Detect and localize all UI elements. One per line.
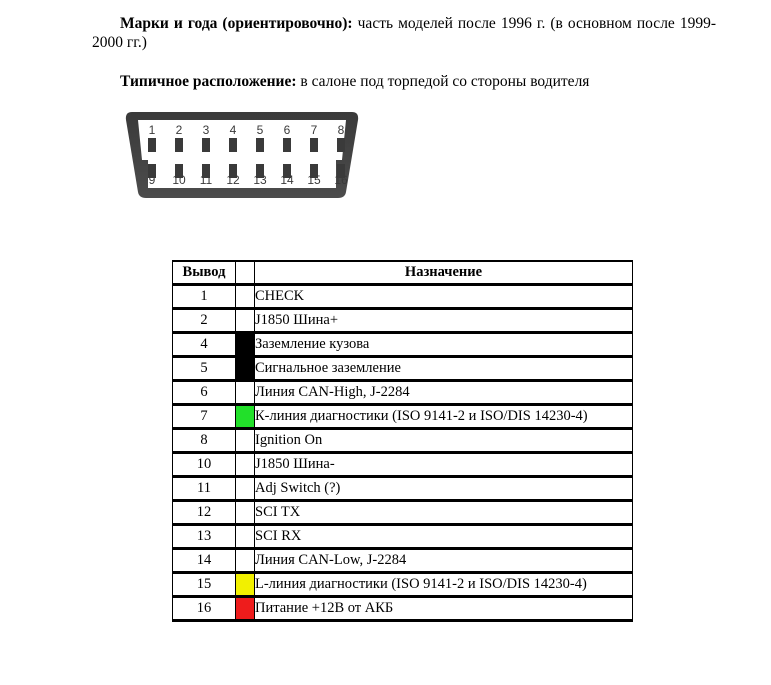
color-swatch [236, 333, 255, 357]
pin-number: 5 [173, 357, 236, 381]
color-swatch-fill [236, 310, 254, 331]
color-swatch [236, 549, 255, 573]
pin-number: 4 [173, 333, 236, 357]
obd2-connector-diagram [122, 108, 362, 200]
pin-description: Линия CAN-High, J-2284 [255, 381, 633, 405]
connector-pin-label: 6 [283, 123, 291, 137]
color-swatch [236, 429, 255, 453]
connector-pin-label: 15 [307, 173, 321, 187]
models-text: часть моделей после 1996 г. (в основном после 1999-2000 гг.) [92, 15, 717, 51]
connector-pin [148, 138, 156, 152]
table-row [173, 453, 633, 477]
table-row [173, 429, 633, 453]
color-swatch [236, 309, 255, 333]
color-swatch [236, 525, 255, 549]
color-swatch-fill [236, 526, 254, 547]
connector-pin-label: 8 [337, 123, 345, 137]
pin-description: Заземление кузова [255, 333, 633, 357]
connector-pin-label: 3 [202, 123, 210, 137]
connector-pin [229, 138, 237, 152]
connector-pin-label: 10 [172, 173, 186, 187]
table-row [173, 597, 633, 621]
color-swatch-fill [236, 598, 254, 619]
connector-pin [175, 138, 183, 152]
pin-description: Питание +12В от АКБ [255, 597, 633, 621]
color-swatch-fill [236, 406, 254, 427]
connector-pin-label: 4 [229, 123, 237, 137]
pinout-table [172, 260, 633, 622]
table-row [173, 285, 633, 309]
connector-pin-label: 14 [280, 173, 294, 187]
models-paragraph [92, 14, 716, 52]
pin-number: 6 [173, 381, 236, 405]
pin-number: 7 [173, 405, 236, 429]
color-swatch-fill [236, 382, 254, 403]
pin-description: SCI TX [255, 501, 633, 525]
color-swatch [236, 453, 255, 477]
connector-pin-label: 9 [148, 173, 156, 187]
connector-pin-label: 2 [175, 123, 183, 137]
pin-description: Сигнальное заземление [255, 357, 633, 381]
connector-pin-label: 1 [148, 123, 156, 137]
table-row [173, 477, 633, 501]
color-swatch [236, 597, 255, 621]
pin-description: L-линия диагностики (ISO 9141-2 и ISO/DIS 14230-4) [255, 573, 633, 597]
color-swatch [236, 477, 255, 501]
table-row [173, 525, 633, 549]
pin-description: К-линия диагностики (ISO 9141-2 и ISO/DIS 14230-4) [255, 405, 633, 429]
connector-pin-label: 12 [226, 173, 240, 187]
connector-pin-label: 5 [256, 123, 264, 137]
connector-pin-label: 16 [334, 173, 348, 187]
pin-number: 8 [173, 429, 236, 453]
color-swatch [236, 381, 255, 405]
color-swatch-fill [236, 574, 254, 595]
table-row [173, 501, 633, 525]
connector-pin [202, 138, 210, 152]
color-swatch-fill [236, 502, 254, 523]
pin-number: 10 [173, 453, 236, 477]
color-swatch-fill [236, 286, 254, 307]
connector-pin [310, 138, 318, 152]
pin-number: 2 [173, 309, 236, 333]
color-swatch [236, 573, 255, 597]
table-row [173, 357, 633, 381]
pin-description: J1850 Шина- [255, 453, 633, 477]
pin-description: Ignition On [255, 429, 633, 453]
color-swatch [236, 285, 255, 309]
color-swatch-fill [236, 334, 254, 355]
table-row [173, 333, 633, 357]
table-row [173, 549, 633, 573]
color-swatch-fill [236, 358, 254, 379]
pin-number: 12 [173, 501, 236, 525]
pin-number: 13 [173, 525, 236, 549]
connector-pin-label: 11 [199, 173, 213, 187]
connector-pin-label: 13 [253, 173, 267, 187]
color-swatch-fill [236, 550, 254, 571]
connector-pin [337, 138, 345, 152]
connector-pin-label: 7 [310, 123, 318, 137]
pin-number: 15 [173, 573, 236, 597]
color-swatch [236, 501, 255, 525]
pin-number: 11 [173, 477, 236, 501]
color-swatch [236, 405, 255, 429]
header-pin: Вывод [173, 261, 236, 285]
pin-description: J1850 Шина+ [255, 309, 633, 333]
pin-description: Adj Switch (?) [255, 477, 633, 501]
connector-pin [256, 138, 264, 152]
color-swatch-fill [236, 478, 254, 499]
models-label: Марки и года (ориентировочно): [120, 15, 353, 32]
table-header-row [173, 261, 633, 285]
pin-description: Линия CAN-Low, J-2284 [255, 549, 633, 573]
table-row [173, 573, 633, 597]
header-color [236, 261, 255, 285]
pin-description: SCI RX [255, 525, 633, 549]
location-text: в салоне под торпедой со стороны водителя [296, 73, 590, 90]
table-row [173, 381, 633, 405]
pin-number: 14 [173, 549, 236, 573]
color-swatch-fill [236, 430, 254, 451]
connector-pin [283, 138, 291, 152]
color-swatch [236, 357, 255, 381]
pin-description: CHECK [255, 285, 633, 309]
table-row [173, 405, 633, 429]
color-swatch-fill [236, 454, 254, 475]
table-row [173, 309, 633, 333]
location-label: Типичное расположение: [120, 73, 297, 90]
header-purpose: Назначение [255, 261, 633, 285]
pin-number: 16 [173, 597, 236, 621]
pin-number: 1 [173, 285, 236, 309]
location-paragraph [120, 72, 720, 91]
